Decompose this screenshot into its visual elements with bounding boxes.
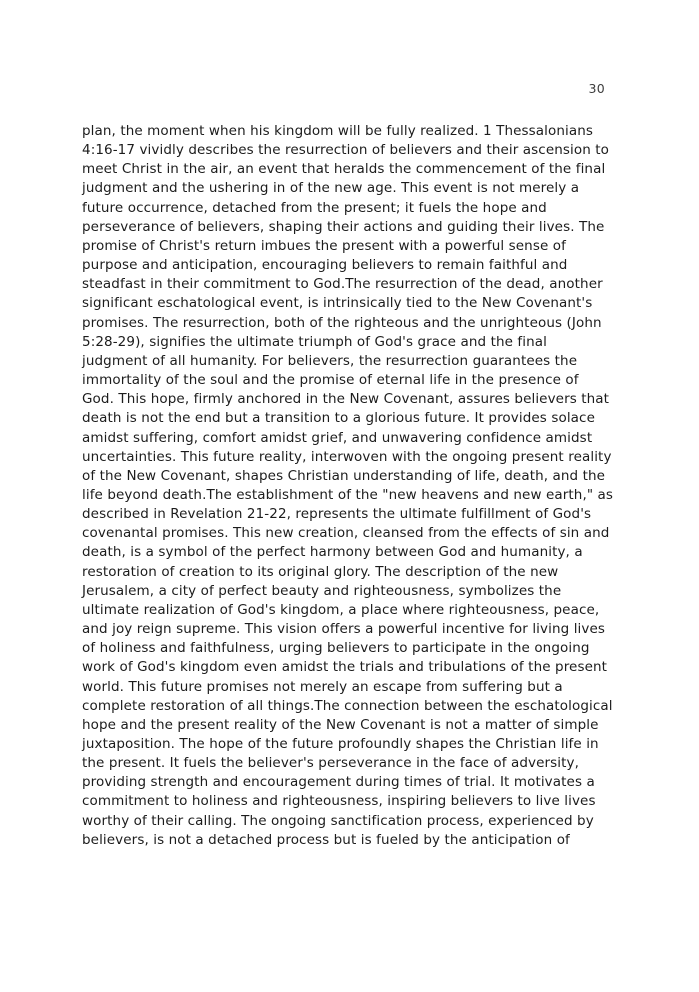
text-line: worthy of their calling. The ongoing sanctification process, experienced by [82,812,594,829]
text-line: restoration of creation to its original glory. The description of the new [82,563,559,580]
text-line: work of God's kingdom even amidst the trials and tribulations of the present [82,659,608,676]
text-line: of holiness and faithfulness, urging believers to participate in the ongoing [82,640,590,657]
text-line: plan, the moment when his kingdom will be fully realized. 1 Thessalonians [82,123,594,139]
text-line: providing strength and encouragement during times of trial. It motivates a [82,774,595,791]
text-line: complete restoration of all things.The connection between the eschatological [82,697,613,714]
text-line: of the New Covenant, shapes Christian understanding of life, death, and the [82,467,606,484]
text-line: believers, is not a detached process but is fueled by the anticipation of [82,831,570,848]
text-line: Jerusalem, a city of perfect beauty and righteousness, symbolizes the [82,582,562,599]
text-line: 5:28-29), signifies the ultimate triumph of God's grace and the final [82,333,547,350]
text-line: judgment and the ushering in of the new age. This event is not merely a [82,180,580,197]
text-line: future occurrence, detached from the present; it fuels the hope and [82,199,547,216]
text-line: described in Revelation 21-22, represents the ultimate fulfillment of God's [82,506,592,523]
text-line: steadfast in their commitment to God.The resurrection of the dead, another [82,276,603,293]
text-line: uncertainties. This future reality, interwoven with the ongoing present reality [82,448,612,465]
text-line: meet Christ in the air, an event that heralds the commencement of the final [82,161,606,178]
text-line: God. This hope, firmly anchored in the New Covenant, assures believers that [82,391,610,408]
text-line: amidst suffering, comfort amidst grief, and unwavering confidence amidst [82,429,593,446]
text-line: 4:16-17 vividly describes the resurrection of believers and their ascension to [82,142,610,159]
text-line: death is not the end but a transition to a glorious future. It provides solace [82,410,595,427]
text-line: immortality of the soul and the promise of eternal life in the presence of [82,372,579,389]
text-line: and joy reign supreme. This vision offers a powerful incentive for living lives [82,621,606,638]
text-line: promises. The resurrection, both of the righteous and the unrighteous (John [82,314,602,331]
text-line: judgment of all humanity. For believers, the resurrection guarantees the [82,352,578,369]
text-line: life beyond death.The establishment of the "new heavens and new earth," as [82,486,614,503]
text-line: juxtaposition. The hope of the future profoundly shapes the Christian life in [82,736,599,752]
text-line: purpose and anticipation, encouraging believers to remain faithful and [82,257,568,274]
text-line: hope and the present reality of the New Covenant is not a matter of simple [82,716,599,733]
text-line: the present. It fuels the believer's perseverance in the face of adversity, [82,755,580,772]
text-line: covenantal promises. This new creation, cleansed from the effects of sin and [82,525,610,542]
text-line: commitment to holiness and righteousness, inspiring believers to live lives [82,793,596,810]
body-text [82,122,622,850]
text-line: death, is a symbol of the perfect harmony between God and humanity, a [82,544,583,561]
text-line: promise of Christ's return imbues the present with a powerful sense of [82,237,566,254]
page-number: 30 [588,81,605,96]
text-line: perseverance of believers, shaping their actions and guiding their lives. The [82,218,605,235]
text-line: significant eschatological event, is intrinsically tied to the New Covenant's [82,295,593,312]
text-line: world. This future promises not merely an escape from suffering but a [82,678,563,695]
text-line: ultimate realization of God's kingdom, a place where righteousness, peace, [82,601,600,618]
